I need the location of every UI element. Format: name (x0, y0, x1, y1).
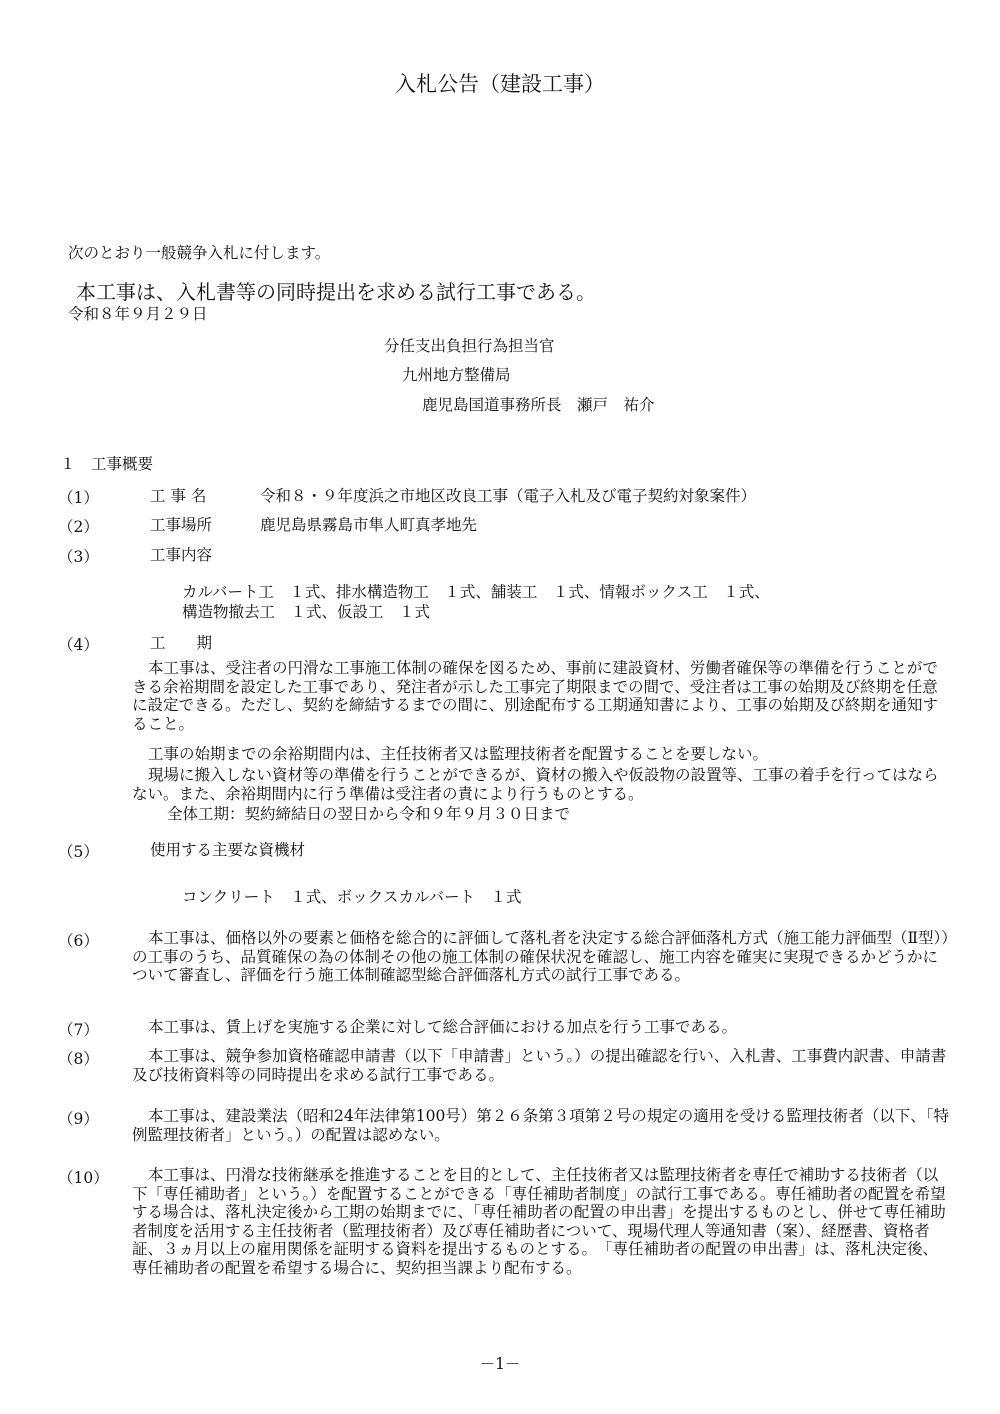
item-text: 本工事は、競争参加資格確認申請書（以下「申請書」という。）の提出確認を行い、入札書、工事費内訳書、申請書及び技術資料等の同時提出を求める試行工事である。 (132, 1047, 947, 1084)
item-number: （6） (58, 932, 99, 950)
term-paragraph: 工事の始期までの余裕期間内は、主任技術者又は監理技術者を配置することを要しない。 (148, 745, 769, 763)
item-label: 工事場所 (150, 516, 213, 534)
issuer-office: 鹿児島国道事務所長 瀬戸 祐介 (422, 396, 655, 414)
item-label: 工事内容 (150, 546, 213, 564)
notice-text: 本工事は、入札書等の同時提出を求める試行工事である。 (76, 280, 596, 304)
item-label: 工 期 (150, 634, 213, 652)
item-text: 本工事は、建設業法（昭和24年法律第100号）第２６条第３項第２号の規定の適用を受ける監理技術者（以下、「特例監理技術者」という。）の配置は認めない。 (132, 1107, 950, 1144)
item-number: （8） (58, 1050, 99, 1068)
item-number: （7） (58, 1021, 99, 1039)
item-number: （5） (58, 843, 99, 861)
item-text: 本工事は、円滑な技術継承を推進することを目的として、主任技術者又は監理技術者を専任で補助する技術者（以下「専任補助者」という。）を配置することができる「専任補助者制度」の試行工事である。専任補助者の配置を希望する場合は、落札決定後から工期の始期までに、「専任補助者の配置の申出書」を提出するものとし、併せて専任補助者制度を活用する主任技術者（監理技術者）及び専任補助者について、現場代理人等通知書（案）、経歴書、資格者証、３ヵ月以上の雇用関係を証明する資料を提出するものとする。 「専任補助者の配置の申出書」は、落札決定後、専任補助者の配置を希望する場合に、契約担当課より配布する。 (132, 1166, 946, 1277)
issuer-bureau: 九州地方整備局 (402, 366, 511, 384)
item-text: 本工事は、価格以外の要素と価格を総合的に評価して落札者を決定する総合評価落札方式（施工能力評価型（Ⅱ型））の工事のうち、品質確保の為の体制その他の施工体制の確保状況を確認し、施工内容を確実に実現できるかどうかについて審査し、評価を行う施工体制確認型総合評価落札方式の試行工事である。 (132, 929, 950, 985)
term-paragraph: 本工事は、受注者の円滑な工事施工体制の確保を図るため、事前に建設資材、労働者確保等の準備を行うことができる余裕期間を設定した工事であり、発注者が示した工事完了期限までの間で、受注者は工事の始期及び終期を任意に設定できる。ただし、契約を締結するまでの間に、別途配布する工期通知書により、工事の始期及び終期を通知すること。 (132, 659, 939, 733)
item-label: 使用する主要な資機材 (150, 841, 306, 859)
page-title: 入札公告（建設工事） (395, 72, 605, 96)
date-text: 令和８年９月２９日 (68, 305, 208, 323)
item-text: 本工事は、賃上げを実施する企業に対して総合評価における加点を行う工事である。 (148, 1018, 738, 1036)
term-period: 全体工期：契約締結日の翌日から令和９年９月３０日まで (167, 805, 571, 823)
page-number: －1－ (479, 1355, 521, 1373)
item-value: 鹿児島県霧島市隼人町真孝地先 (260, 516, 478, 534)
section-heading: １ 工事概要 (60, 455, 154, 473)
intro-text: 次のとおり一般競争入札に付します。 (68, 244, 331, 262)
item-number: （9） (58, 1110, 99, 1128)
item-number: （2） (58, 518, 99, 536)
item-value: コンクリート １式、ボックスカルバート １式 (182, 888, 522, 906)
item-number: （4） (58, 636, 99, 654)
item-value: 構造物撤去工 １式、仮設工 １式 (182, 603, 431, 621)
item-value: カルバート工 １式、排水構造物工 １式、舗装工 １式、情報ボックス工 １式、 (182, 583, 770, 601)
item-number: （3） (58, 548, 99, 566)
term-paragraph: 現場に搬入しない資材等の準備を行うことができるが、資材の搬入や仮設物の設置等、工事の着手を行ってはならない。また、余裕期間内に行う準備は受注者の責により行うものとする。 (132, 766, 939, 803)
item-number: （10） (58, 1169, 109, 1187)
issuer-title: 分任支出負担行為担当官 (384, 337, 555, 355)
item-label: 工 事 名 (150, 487, 207, 505)
item-value: 令和８・９年度浜之市地区改良工事（電子入札及び電子契約対象案件） (260, 487, 757, 505)
item-number: （1） (58, 489, 99, 507)
